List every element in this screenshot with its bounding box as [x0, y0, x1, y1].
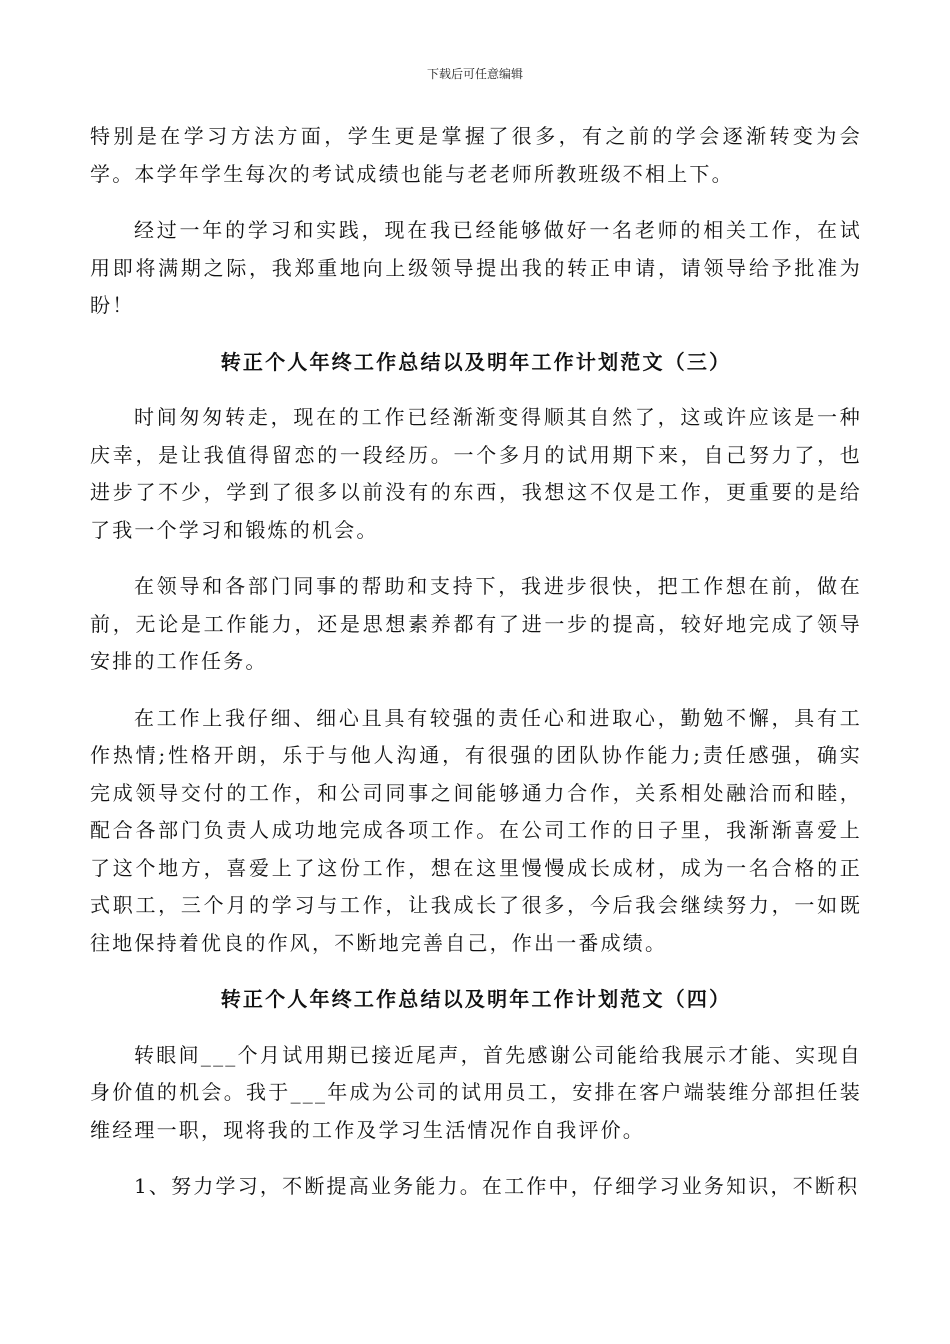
paragraph-4: 在领导和各部门同事的帮助和支持下，我进步很快，把工作想在前，做在前，无论是工作能力，还是思想素养都有了进一步的提高，较好地完成了领导安排的工作任务。	[90, 574, 862, 673]
paragraph-7: 1、努力学习，不断提高业务能力。在工作中，仔细学习业务知识，不断积	[134, 1174, 860, 1198]
section-heading-4: 转正个人年终工作总结以及明年工作计划范文（四）	[220, 987, 732, 1011]
paragraph-3: 时间匆匆转走，现在的工作已经渐渐变得顺其自然了，这或许应该是一种庆幸，是让我值得留恋的一段经历。一个多月的试用期下来，自己努力了，也进步了不少，学到了很多以前没有的东西，我想这不仅是工作，更重要的是给了我一个学习和锻炼的机会。	[90, 405, 862, 542]
page-header: 下载后可任意编辑	[426, 67, 523, 81]
paragraph-5: 在工作上我仔细、细心且具有较强的责任心和进取心，勤勉不懈，具有工作热情;性格开朗，乐于与他人沟通，有很强的团队协作能力;责任感强，确实完成领导交付的工作，和公司同事之间能够通力合作，关系相处融洽而和睦，配合各部门负责人成功地完成各项工作。在公司工作的日子里，我渐渐喜爱上了这个地方，喜爱上了这份工作，想在这里慢慢成长成材，成为一名合格的正式职工，三个月的学习与工作，让我成长了很多，今后我会继续努力，一如既往地保持着优良的作风，不断地完善自己，作出一番成绩。	[90, 705, 862, 955]
paragraph-1: 特别是在学习方法方面，学生更是掌握了很多，有之前的学会逐渐转变为会学。本学年学生每次的考试成绩也能与老老师所教班级不相上下。	[90, 124, 862, 186]
paragraph-6: 转眼间___个月试用期已接近尾声，首先感谢公司能给我展示才能、实现自身价值的机会。我于___年成为公司的试用员工，安排在客户端装维分部担任装维经理一职，现将我的工作及学习生活情况作自我评价。	[90, 1042, 862, 1142]
paragraph-2: 经过一年的学习和实践，现在我已经能够做好一名老师的相关工作，在试用即将满期之际，我郑重地向上级领导提出我的转正申请，请领导给予批准为盼！	[90, 218, 862, 317]
section-heading-3: 转正个人年终工作总结以及明年工作计划范文（三）	[220, 349, 732, 374]
document-body	[90, 118, 862, 1225]
